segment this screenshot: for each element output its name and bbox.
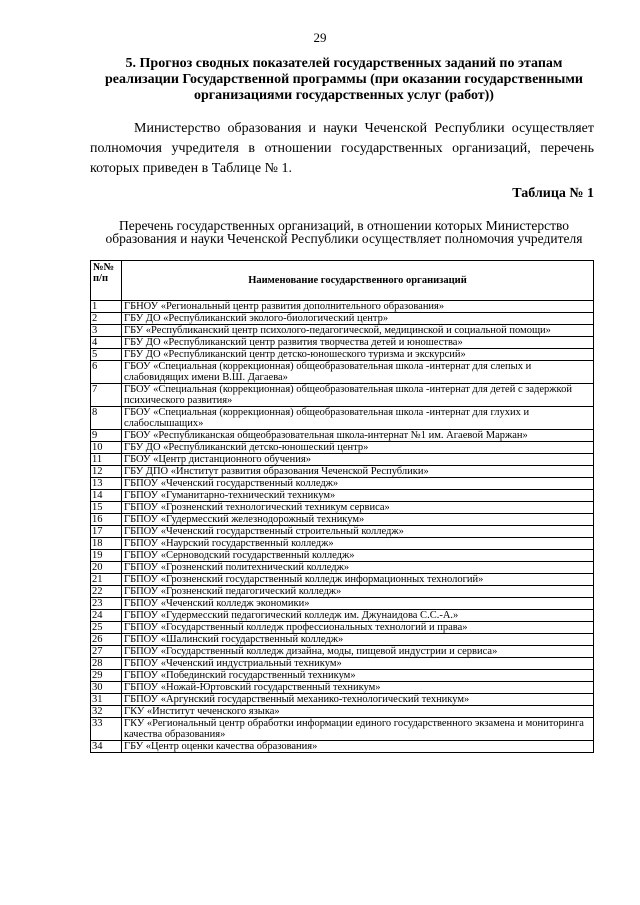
organization-name: ГБПОУ «Аргунский государственный механико-технологический техникум» bbox=[122, 694, 594, 706]
table-row bbox=[91, 670, 594, 682]
row-number: 1 bbox=[91, 301, 122, 313]
organization-name: ГБПОУ «Чеченский государственный колледж» bbox=[122, 478, 594, 490]
table-row bbox=[91, 598, 594, 610]
table-row bbox=[91, 490, 594, 502]
organizations-table bbox=[90, 260, 594, 753]
row-number: 20 bbox=[91, 562, 122, 574]
organization-name: ГБНОУ «Региональный центр развития дополнительного образования» bbox=[122, 301, 594, 313]
organization-name: ГКУ «Институт чеченского языка» bbox=[122, 706, 594, 718]
table-row bbox=[91, 407, 594, 430]
row-number: 5 bbox=[91, 349, 122, 361]
organization-name: ГБПОУ «Чеченский государственный строительный колледж» bbox=[122, 526, 594, 538]
organization-name: ГБОУ «Республиканская общеобразовательная школа-интернат №1 им. Агаевой Маржан» bbox=[122, 430, 594, 442]
table-row bbox=[91, 478, 594, 490]
row-number: 24 bbox=[91, 610, 122, 622]
table-row bbox=[91, 466, 594, 478]
row-number: 22 bbox=[91, 586, 122, 598]
header-organization-name: Наименование государственного организаций bbox=[122, 261, 594, 301]
table-row bbox=[91, 550, 594, 562]
row-number: 27 bbox=[91, 646, 122, 658]
table-row bbox=[91, 514, 594, 526]
organization-name: ГБПОУ «Грозненский государственный колледж информационных технологий» bbox=[122, 574, 594, 586]
organization-name: ГБПОУ «Грозненский технологический техникум сервиса» bbox=[122, 502, 594, 514]
organization-name: ГБПОУ «Шалинский государственный колледж» bbox=[122, 634, 594, 646]
organization-name: ГБОУ «Специальная (коррекционная) общеобразовательная школа -интернат для слепых и слабовидящих имени В.Ш. Дагаева» bbox=[122, 361, 594, 384]
table-row bbox=[91, 658, 594, 670]
table-row bbox=[91, 610, 594, 622]
row-number: 16 bbox=[91, 514, 122, 526]
organization-name: ГБУ ДО «Республиканский центр развития творчества детей и юношества» bbox=[122, 337, 594, 349]
row-number: 2 bbox=[91, 313, 122, 325]
table-row bbox=[91, 337, 594, 349]
row-number: 3 bbox=[91, 325, 122, 337]
organization-name: ГБПОУ «Государственный колледж профессиональных технологий и права» bbox=[122, 622, 594, 634]
table-row bbox=[91, 384, 594, 407]
organization-name: ГБОУ «Специальная (коррекционная) общеобразовательная школа -интернат для глухих и слабослышащих» bbox=[122, 407, 594, 430]
table-row bbox=[91, 502, 594, 514]
row-number: 34 bbox=[91, 741, 122, 753]
row-number: 8 bbox=[91, 407, 122, 430]
row-number: 12 bbox=[91, 466, 122, 478]
row-number: 14 bbox=[91, 490, 122, 502]
organization-name: ГБУ «Центр оценки качества образования» bbox=[122, 741, 594, 753]
page-number: 29 bbox=[313, 30, 327, 45]
row-number: 23 bbox=[91, 598, 122, 610]
organization-name: ГБПОУ «Ножай-Юртовский государственный техникум» bbox=[122, 682, 594, 694]
table-row bbox=[91, 301, 594, 313]
row-number: 11 bbox=[91, 454, 122, 466]
table-caption: Перечень государственных организаций, в отношении которых Министерство образования и науки Чеченской Республики осуществляет полномочия учредителя bbox=[105, 218, 583, 246]
table-row bbox=[91, 634, 594, 646]
row-number: 25 bbox=[91, 622, 122, 634]
row-number: 30 bbox=[91, 682, 122, 694]
table-row bbox=[91, 430, 594, 442]
organization-name: ГБПОУ «Государственный колледж дизайна, моды, пищевой индустрии и сервиса» bbox=[122, 646, 594, 658]
row-number: 15 bbox=[91, 502, 122, 514]
row-number: 9 bbox=[91, 430, 122, 442]
table-header-row bbox=[91, 261, 594, 301]
organization-name: ГБПОУ «Гудермесский педагогический колледж им. Джунаидова С.С.-А.» bbox=[122, 610, 594, 622]
organization-name: ГБОУ «Специальная (коррекционная) общеобразовательная школа -интернат для детей с задержкой психического развития» bbox=[122, 384, 594, 407]
row-number: 6 bbox=[91, 361, 122, 384]
table-row bbox=[91, 562, 594, 574]
table-body bbox=[91, 301, 594, 753]
organization-name: ГБПОУ «Побединский государственный техникум» bbox=[122, 670, 594, 682]
organization-name: ГБПОУ «Чеченский колледж экономики» bbox=[122, 598, 594, 610]
table-row bbox=[91, 361, 594, 384]
row-number: 21 bbox=[91, 574, 122, 586]
row-number: 7 bbox=[91, 384, 122, 407]
organization-name: ГКУ «Региональный центр обработки информации единого государственного экзамена и мониторинга качества образования» bbox=[122, 718, 594, 741]
row-number: 28 bbox=[91, 658, 122, 670]
row-number: 31 bbox=[91, 694, 122, 706]
organization-name: ГБПОУ «Чеченский индустриальный техникум» bbox=[122, 658, 594, 670]
table-row bbox=[91, 349, 594, 361]
table-row bbox=[91, 586, 594, 598]
intro-paragraph: Министерство образования и науки Чеченской Республики осуществляет полномочия учредителя в отношении государственных организаций, перечень которых приведен в Таблице № 1. bbox=[90, 121, 594, 176]
organization-name: ГБПОУ «Грозненский политехнический колледж» bbox=[122, 562, 594, 574]
table-row bbox=[91, 741, 594, 753]
organization-name: ГБОУ «Центр дистанционного обучения» bbox=[122, 454, 594, 466]
table-row bbox=[91, 313, 594, 325]
organization-name: ГБУ ДО «Республиканский эколого-биологический центр» bbox=[122, 313, 594, 325]
header-number: №№ п/п bbox=[91, 261, 122, 301]
table-label: Таблица № 1 bbox=[512, 186, 594, 201]
table-row bbox=[91, 706, 594, 718]
organization-name: ГБПОУ «Наурский государственный колледж» bbox=[122, 538, 594, 550]
table-row bbox=[91, 454, 594, 466]
row-number: 19 bbox=[91, 550, 122, 562]
organization-name: ГБПОУ «Гуманитарно-технический техникум» bbox=[122, 490, 594, 502]
organization-name: ГБУ ДПО «Институт развития образования Чеченской Республики» bbox=[122, 466, 594, 478]
section-title: 5. Прогноз сводных показателей государственных заданий по этапам реализации Государственной программы (при оказании государственными организациями государственных услуг (работ)) bbox=[105, 56, 583, 103]
table-row bbox=[91, 442, 594, 454]
row-number: 33 bbox=[91, 718, 122, 741]
table-row bbox=[91, 646, 594, 658]
organization-name: ГБПОУ «Гудермесский железнодорожный техникум» bbox=[122, 514, 594, 526]
table-row bbox=[91, 622, 594, 634]
row-number: 4 bbox=[91, 337, 122, 349]
row-number: 29 bbox=[91, 670, 122, 682]
table-row bbox=[91, 694, 594, 706]
organization-name: ГБУ ДО «Республиканский детско-юношеский центр» bbox=[122, 442, 594, 454]
table-row bbox=[91, 718, 594, 741]
organization-name: ГБУ «Республиканский центр психолого-педагогической, медицинской и социальной помощи» bbox=[122, 325, 594, 337]
row-number: 32 bbox=[91, 706, 122, 718]
row-number: 13 bbox=[91, 478, 122, 490]
table-row bbox=[91, 574, 594, 586]
row-number: 18 bbox=[91, 538, 122, 550]
organization-name: ГБУ ДО «Республиканский центр детско-юношеского туризма и экскурсий» bbox=[122, 349, 594, 361]
table-row bbox=[91, 325, 594, 337]
organization-name: ГБПОУ «Грозненский педагогический колледж» bbox=[122, 586, 594, 598]
table-row bbox=[91, 526, 594, 538]
row-number: 26 bbox=[91, 634, 122, 646]
table-row bbox=[91, 682, 594, 694]
row-number: 10 bbox=[91, 442, 122, 454]
organization-name: ГБПОУ «Серноводский государственный колледж» bbox=[122, 550, 594, 562]
row-number: 17 bbox=[91, 526, 122, 538]
table-row bbox=[91, 538, 594, 550]
